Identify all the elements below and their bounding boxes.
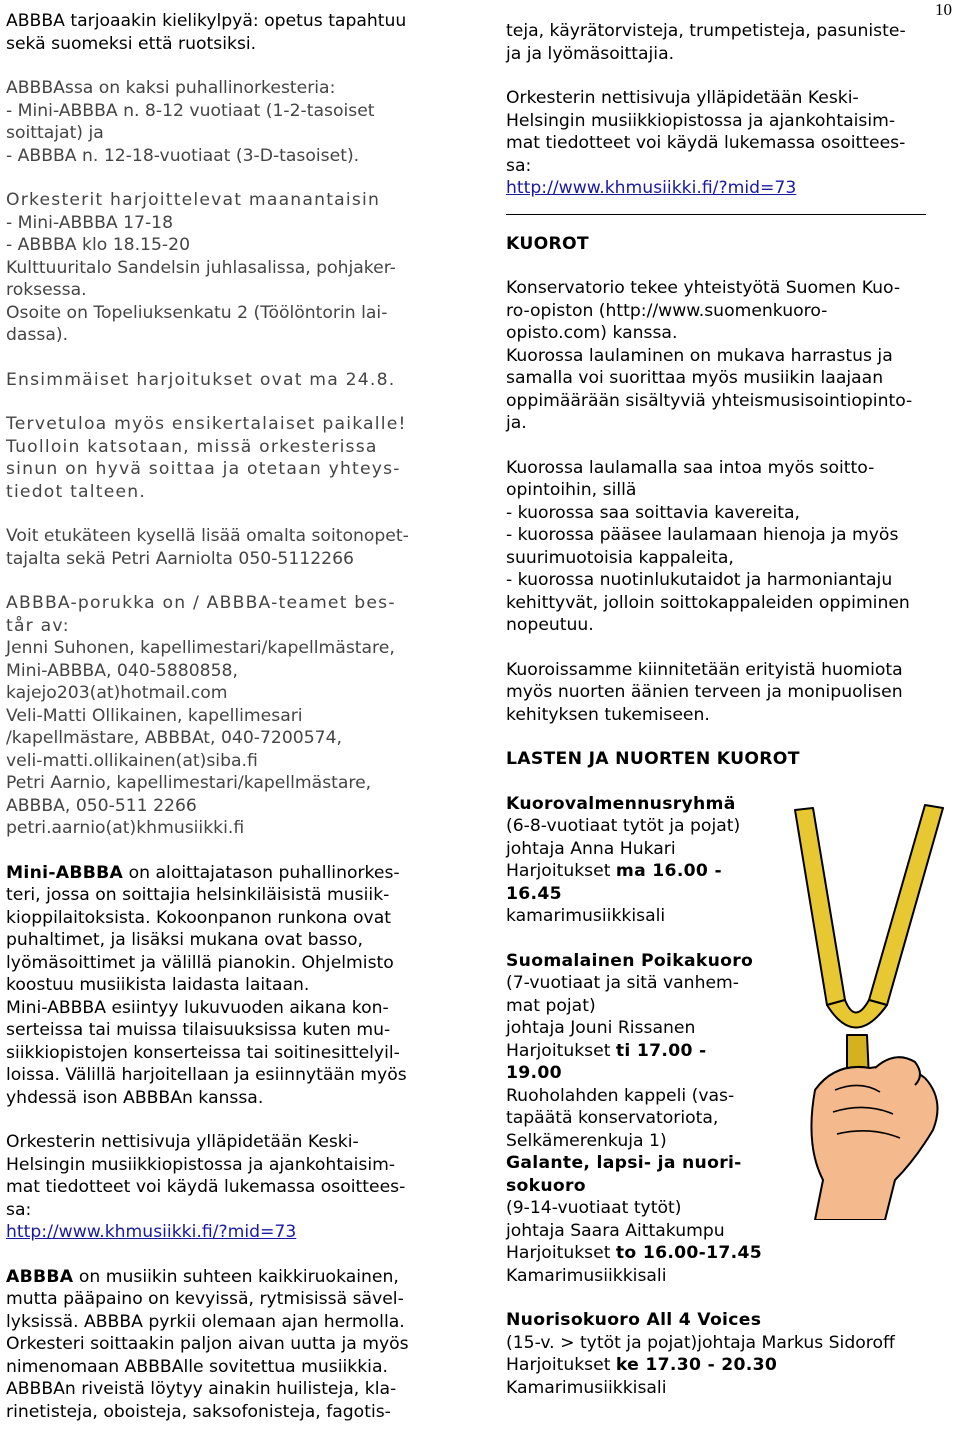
first-rehearsals-text: Ensimmäiset harjoitukset ovat ma 24.8. [6,369,396,390]
abbba-description: on musiikin suhteen kaikkiruokainen, mutta pääpaino on kevyissä, rytmisissä sävel- lyksissä. ABBBA pyrkii olemaan ajan hermolla. Orkesteri soittaakin paljon aivan uutta ja myös nimenomaan ABBBAlle sovitettua musiikkia. ABBBAn riveistä löytyy ainakin huilisteja, kla- rinetisteja, oboisteja, saksofonisteja, fagotis- [6,1266,409,1422]
continued-text: teja, käyrätorvisteja, trumpetisteja, pasuniste- ja ja lyömäsoittajia. [506,21,906,64]
choir-time [506,1242,776,1265]
children-choirs-heading: LASTEN JA NUORTEN KUOROT [506,749,800,769]
intro-language-text: ABBBA tarjoaakin kielikylpyä: opetus tapahtuu sekä suomeksi että ruotsiksi. [6,11,407,54]
divider-line [506,214,926,215]
abbba-paragraph [6,1266,456,1424]
choir-place: Ruoholahden kappeli (vas- tapäätä konservatoriota, Selkämerenkuja 1) [506,1085,735,1151]
choir-time-value: ke 17.30 - 20.30 [615,1355,778,1375]
website-text: Orkesterin nettisivuja ylläpidetään Keski- Helsingin musiikkiopistossa ja ajankohtaisim- mat tiedotteet voi käydä lukemassa osoittees- sa: [6,1132,406,1220]
left-column [6,0,456,1423]
choir-name: Galante, lapsi- ja nuori- sokuoro [506,1153,742,1196]
right-website-link[interactable]: http://www.khmusiikki.fi/?mid=73 [506,178,797,198]
welcome-text: Tervetuloa myös ensikertalaiset paikalle! Tuolloin katsotaan, missä orkesterissa sinun on hyvä soittaa ja otetaan yhteys- tiedot talteen. [6,414,407,502]
choir-time [506,1354,956,1377]
website-link[interactable]: http://www.khmusiikki.fi/?mid=73 [6,1222,297,1242]
choir-time [506,860,776,905]
rehearsal-details: - Mini-ABBBA 17-18 - ABBBA klo 18.15-20 Kulttuuritalo Sandelsin juhlasalissa, pohjaker- roksessa. Osoite on Topeliuksenkatu 2 (Töölöntorin lai- dassa). [6,212,396,345]
right-website-text: Orkesterin nettisivuja ylläpidetään Keski- Helsingin musiikkiopistossa ja ajankohtaisim- mat tiedotteet voi käydä lukemassa osoittees- sa: [506,88,906,176]
mini-abbba-paragraph [6,862,456,1110]
orchestras-text: ABBBAssa on kaksi puhallinorkesteria: - Mini-ABBBA n. 8-12 vuotiaat (1-2-tasoiset soittajat) ja - ABBBA n. 12-18-vuotiaat (3-D-tasoiset). [6,78,375,166]
choir-time [506,1040,776,1085]
choir-time-label: Harjoitukset [506,1355,616,1375]
choir-name: Nuorisokuoro All 4 Voices [506,1310,762,1330]
attention-text: Kuoroissamme kiinnitetään erityistä huomiota myös nuorten äänien terveen ja monipuolisen kehityksen tukemiseen. [506,659,903,725]
choir-place: Kamarimusiikkisali [506,1377,667,1398]
choir-time-label: Harjoitukset [506,1243,616,1263]
choir-info: (9-14-vuotiaat tytöt) johtaja Saara Aittakumpu [506,1198,725,1241]
choir-place: kamarimusiikkisali [506,906,666,926]
choir-list [506,793,776,1310]
team-heading: ABBBA-porukka on / ABBBA-teamet bes- tår av: [6,593,396,636]
tuning-fork-hand-illustration [775,800,960,1220]
page-number: 10 [935,0,952,19]
mini-abbba-description: on aloittajatason puhallinorkes- teri, jossa on soittajia helsinkiläisistä musiik- kioppilaitoksista. Kokoonpanon runkona ovat puhaltimet, ja lisäksi mukana ovat basso, lyömäsoittimet ja välillä pianokin. Ohjelmisto koostuu musiikista laidasta laitaan. Mini-ABBBA esiintyy lukuvuoden aikana kon- serteissa tai muissa tilaisuuksissa kuten mu- siikkiopistojen konserteissa tai soitinesittelyil- loissa. Välillä harjoitellaan ja esiinnytään myös yhdessä ison ABBBAn kanssa. [6,862,407,1108]
choir-time-value: to 16.00-17.45 [615,1243,762,1263]
benefits-text: Kuorossa laulamalla saa intoa myös soitto- opintoihin, sillä - kuorossa saa soittavia kavereita, - kuorossa pääsee laulamaan hienoja ja myös suurimuotoisia kappaleita, - kuorossa nuotinlukutaidot ja harmoniantaju kehittyvät, jolloin soittokappaleiden oppiminen nopeutuu. [506,457,910,635]
choir-time-value: ti 17.00 - 19.00 [506,1040,707,1083]
choir-time-value: ma 16.00 - 16.45 [506,861,722,904]
mini-abbba-name: Mini-ABBBA [6,862,124,883]
rehearsal-heading: Orkesterit harjoittelevat maanantaisin [6,190,381,210]
choir-name: Suomalainen Poikakuoro [506,950,754,971]
choir-time-label: Harjoitukset [506,1040,616,1061]
choir-time-label: Harjoitukset [506,861,616,881]
abbba-name: ABBBA [6,1266,74,1287]
choir-info: (6-8-vuotiaat tytöt ja pojat) johtaja Anna Hukari [506,816,741,859]
choir-info: (7-vuotiaat ja sitä vanhem- mat pojat) johtaja Jouni Rissanen [506,973,739,1038]
kuorot-heading: KUOROT [506,233,589,254]
choir-place: Kamarimusiikkisali [506,1265,667,1286]
team-contacts: Jenni Suhonen, kapellimestari/kapellmästare, Mini-ABBBA, 040-5880858, kajejo203(at)hotmail.com Veli-Matti Ollikainen, kapellimesari /kapellmästare, ABBBAt, 040-7200574, veli-matti.ollikainen(at)siba.fi Petri Aarnio, kapellimestari/kapellmästare, ABBBA, 050-511 2266 petri.aarnio(at)khmusiikki.fi [6,638,395,838]
ask-more-text: Voit etukäteen kysellä lisää omalta soitonopet- tajalta sekä Petri Aarniolta 050-5112266 [6,526,409,569]
choir-info: (15-v. > tytöt ja pojat)johtaja Markus Sidoroff [506,1332,895,1353]
choir-name: Kuorovalmennusryhmä [506,793,736,814]
kuorot-text: Konservatorio tekee yhteistyötä Suomen Kuo- ro-opiston (http://www.suomenkuoro- opisto.com) kanssa. Kuorossa laulaminen on mukava harrastus ja samalla voi suorittaa myös musiikin laajaan oppimäärään sisältyviä yhteismusisointiopinto- ja. [506,278,913,433]
